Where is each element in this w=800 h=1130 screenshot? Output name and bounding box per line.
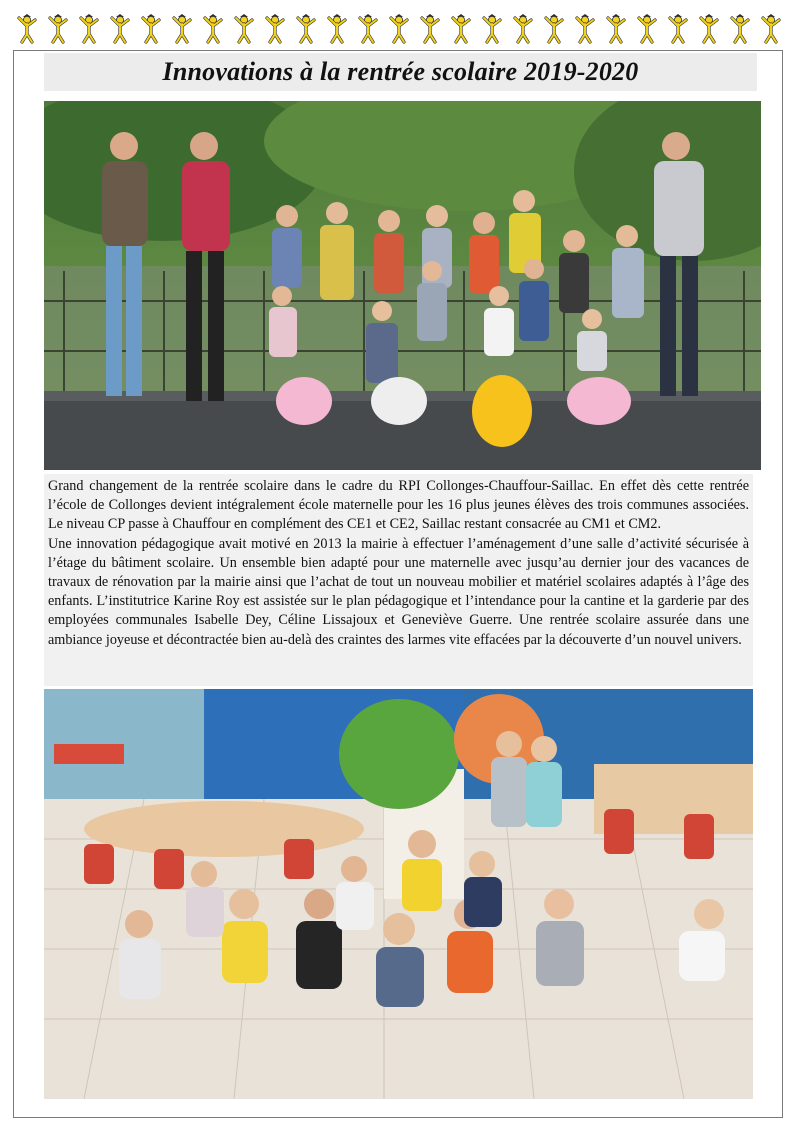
waving-child-figure-icon xyxy=(510,14,536,44)
classroom-children-sitting-on-floor-icon xyxy=(44,689,753,1099)
waving-child-figure-icon xyxy=(45,14,71,44)
waving-child-figure-icon xyxy=(76,14,102,44)
decorative-figure-row xyxy=(14,12,784,46)
waving-child-figure-icon xyxy=(603,14,629,44)
waving-child-figure-icon xyxy=(324,14,350,44)
waving-child-figure-icon xyxy=(572,14,598,44)
waving-child-figure-icon xyxy=(293,14,319,44)
waving-child-figure-icon xyxy=(231,14,257,44)
article-paragraph: Une innovation pédagogique avait motivé en 2013 la mairie à effectuer l’aménagement d’une salle d’activité sécurisée à l’étage du bâtiment scolaire. Un ensemble bien adapté pour une maternelle avec jusqu’au dernier jour des vacances de travaux de rénovation par la mairie ainsi que l’achat de tout un nouveau mobilier et matériel scolaires adaptés à l’âge des enfants. L’institutrice Karine Roy est assistée sur le plan pédagogique et l’intendance pour la cantine et la garderie par des employées communales Isabelle Dey, Céline Lissajoux et Geneviève Guerre. Une rentrée scolaire assurée dans une ambiance joyeuse et décontractée bien au-delà des craintes des larmes vite effacées par la découverte d’un nouvel univers. xyxy=(48,535,749,648)
waving-child-figure-icon xyxy=(727,14,753,44)
waving-child-figure-icon xyxy=(14,14,40,44)
waving-child-figure-icon xyxy=(107,14,133,44)
waving-child-figure-icon xyxy=(758,14,784,44)
waving-child-figure-icon xyxy=(169,14,195,44)
waving-child-figure-icon xyxy=(665,14,691,44)
group-photo-outdoors xyxy=(44,101,761,470)
waving-child-figure-icon xyxy=(200,14,226,44)
article-text-block xyxy=(44,474,753,686)
waving-child-figure-icon xyxy=(448,14,474,44)
group-photo-children-outdoors-icon xyxy=(44,101,761,470)
article-paragraph: Grand changement de la rentrée scolaire dans le cadre du RPI Collonges-Chauffour-Saillac. En effet dès cette rentrée l’école de Collonges devient intégralement école maternelle pour les 16 plus jeunes élèves des trois communes associées. Le niveau CP passe à Chauffour en complément des CE1 et CE2, Saillac restant consacrée au CM1 et CM2. xyxy=(48,478,749,533)
waving-child-figure-icon xyxy=(696,14,722,44)
title-band xyxy=(44,53,757,91)
waving-child-figure-icon xyxy=(417,14,443,44)
page-title: Innovations à la rentrée scolaire 2019-2020 xyxy=(162,57,639,86)
waving-child-figure-icon xyxy=(262,14,288,44)
waving-child-figure-icon xyxy=(479,14,505,44)
waving-child-figure-icon xyxy=(386,14,412,44)
waving-child-figure-icon xyxy=(634,14,660,44)
classroom-photo xyxy=(44,689,753,1099)
waving-child-figure-icon xyxy=(541,14,567,44)
waving-child-figure-icon xyxy=(138,14,164,44)
waving-child-figure-icon xyxy=(355,14,381,44)
